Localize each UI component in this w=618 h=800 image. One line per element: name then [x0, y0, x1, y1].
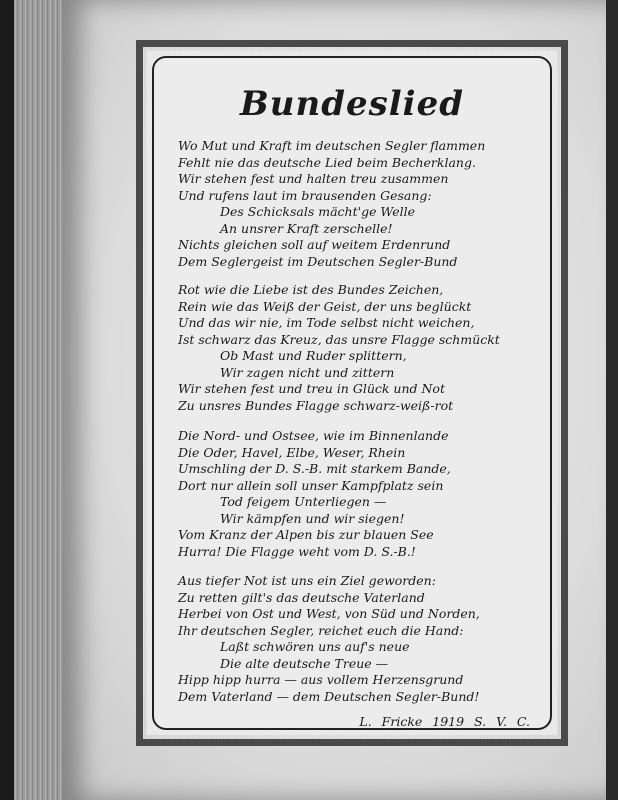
verse-line: Wir kämpfen und wir siegen! [220, 510, 405, 526]
verse-line: Zu retten gilt's das deutsche Vaterland [178, 589, 425, 605]
verse-line: Hipp hipp hurra — aus vollem Herzensgrund [178, 672, 464, 687]
verse-line: Die Nord- und Ostsee, wie im Binnenlande [178, 428, 449, 443]
verse-line: Die Oder, Havel, Elbe, Weser, Rhein [178, 444, 406, 460]
verse-line: Rot wie die Liebe ist des Bundes Zeichen, [178, 282, 444, 297]
verse-line: An unsrer Kraft zerschelle! [220, 220, 393, 236]
song-title: Bundeslied [240, 84, 464, 124]
verse-line: Aus tiefer Not ist uns ein Ziel geworden: [178, 573, 436, 588]
author-signature: L. Fricke 1919 S. V. C. [359, 714, 530, 729]
verse-line: Tod feigem Unterliegen — [220, 494, 387, 509]
stanza-2 [178, 282, 538, 414]
decorative-frame [136, 40, 568, 746]
binding-shadow [606, 0, 618, 800]
verse-line: Ist schwarz das Kreuz, das unsre Flagge schmückt [178, 331, 500, 347]
verse-line: Laßt schwören uns auf's neue [220, 639, 410, 654]
verse-line: Umschling der D. S.-B. mit starkem Bande, [178, 461, 451, 476]
verse-line: Ihr deutschen Segler, reichet euch die Hand: [178, 622, 464, 638]
stanza-4 [178, 573, 538, 705]
verse-line: Vom Kranz der Alpen bis zur blauen See [178, 527, 434, 542]
verse-line: Dort nur allein soll unser Kampfplatz sein [178, 477, 444, 493]
stanza-3 [178, 428, 538, 560]
verse-line: Des Schicksals mächt'ge Welle [220, 204, 416, 219]
verse-line: Und rufens laut im brausenden Gesang: [178, 187, 432, 203]
verse-line: Wo Mut und Kraft im deutschen Segler flammen [178, 138, 486, 153]
verse-line: Fehlt nie das deutsche Lied beim Becherklang. [178, 154, 476, 170]
verse-line: Zu unsres Bundes Flagge schwarz-weiß-rot [178, 397, 454, 413]
verse-line: Wir zagen nicht und zittern [220, 364, 395, 380]
verse-line: Wir stehen fest und halten treu zusammen [178, 171, 449, 186]
verse-line: Dem Seglergeist im Deutschen Segler-Bund [178, 253, 458, 269]
verse-line: Ob Mast und Ruder splittern, [220, 348, 407, 363]
verse-line: Rein wie das Weiß der Geist, der uns beglückt [178, 298, 472, 314]
verse-line: Hurra! Die Flagge weht vom D. S.-B.! [178, 543, 416, 559]
song-card [152, 56, 552, 730]
verse-line: Die alte deutsche Treue — [220, 655, 389, 671]
verse-line: Herbei von Ost und West, von Süd und Norden, [178, 606, 480, 621]
verse-line: Dem Vaterland — dem Deutschen Segler-Bund! [178, 688, 480, 704]
stanza-1 [178, 138, 538, 270]
verse-line: Nichts gleichen soll auf weitem Erdenrund [178, 237, 451, 252]
verse-line: Und das wir nie, im Tode selbst nicht weichen, [178, 315, 475, 330]
verse-line: Wir stehen fest und treu in Glück und Not [178, 381, 445, 396]
